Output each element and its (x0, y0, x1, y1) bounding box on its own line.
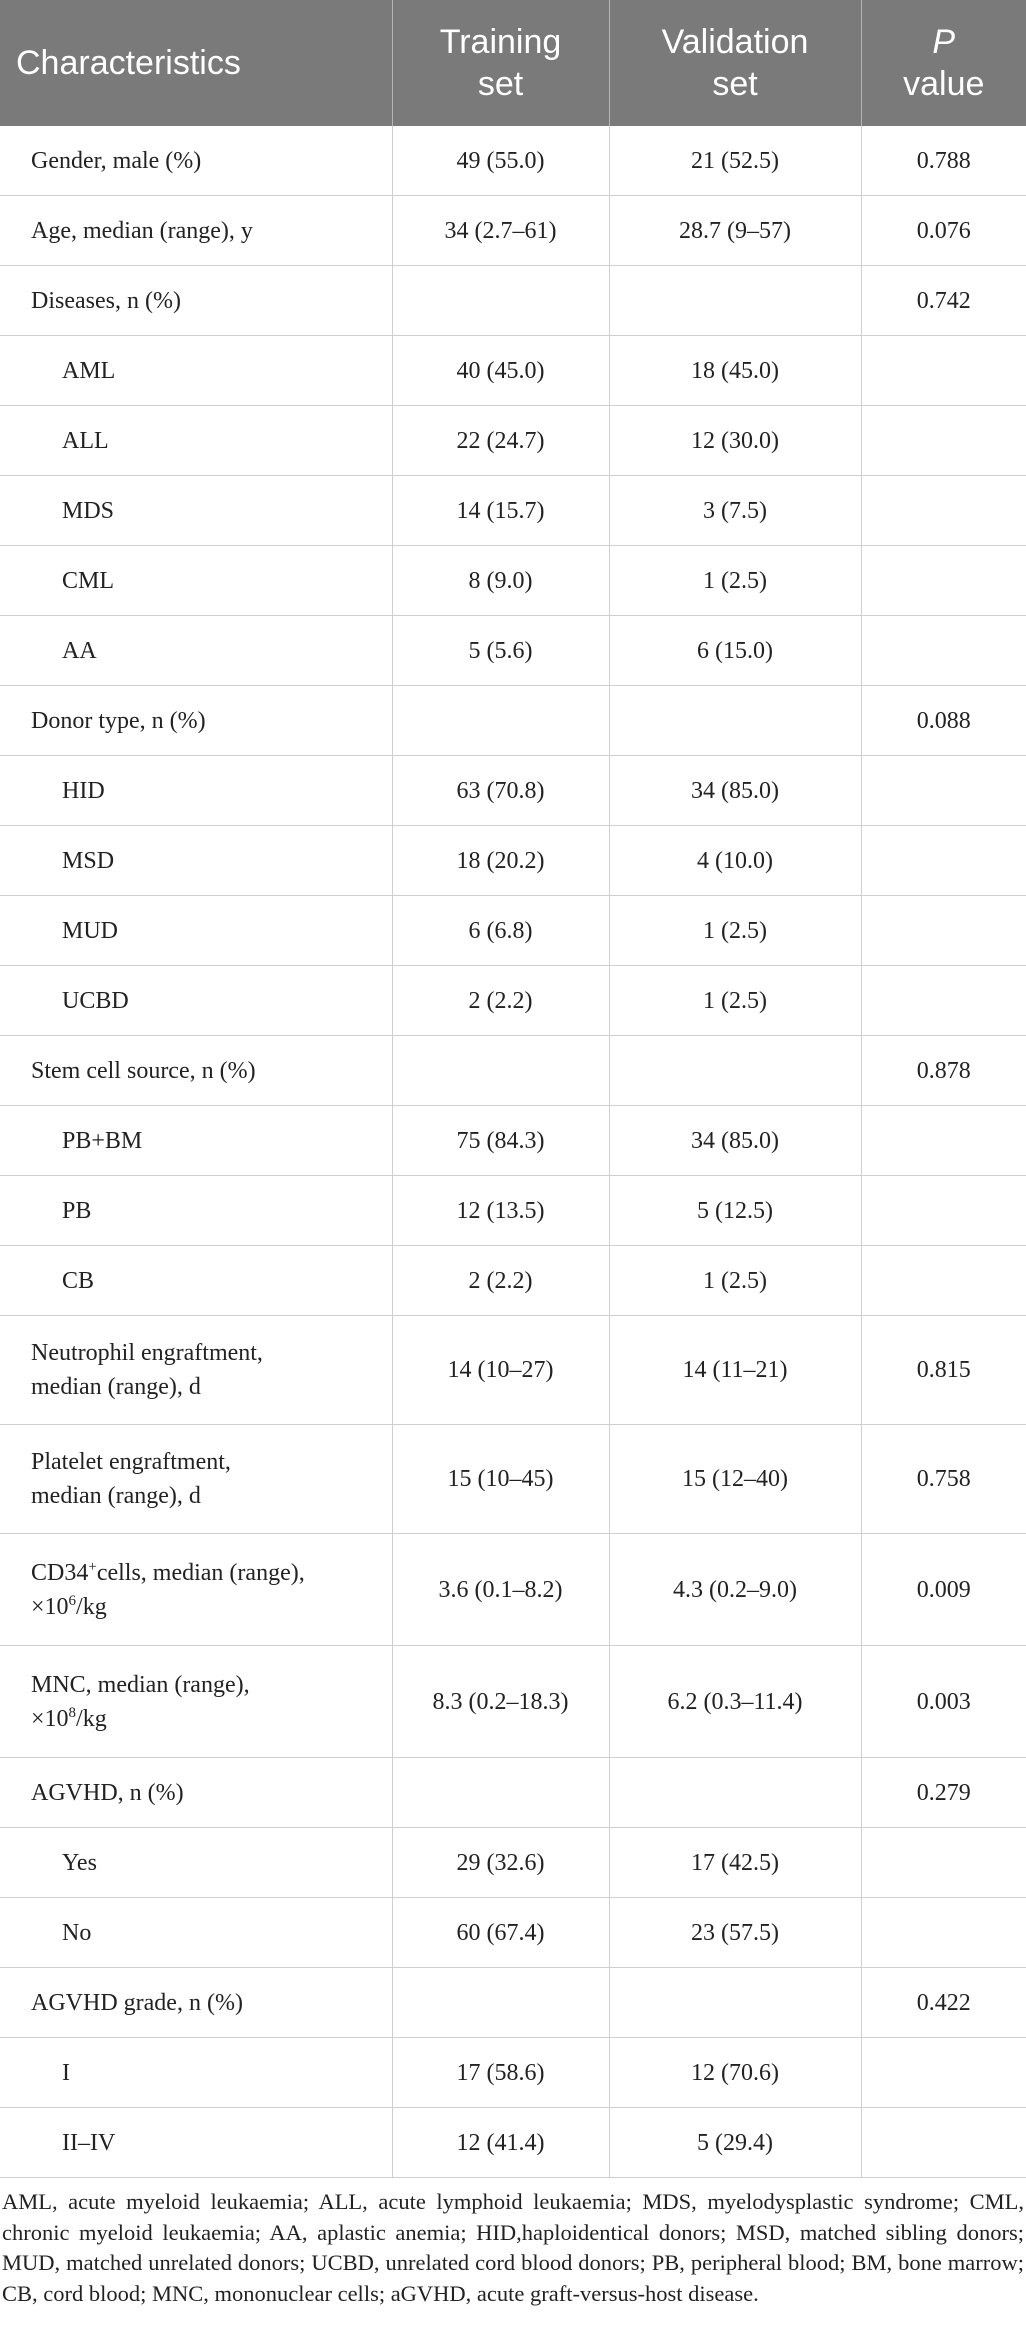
p-value: 0.088 (861, 686, 1026, 756)
row-label: AGVHD, n (%) (0, 1758, 392, 1828)
unit-text: ×10 (31, 1593, 69, 1620)
validation-value: 1 (2.5) (609, 966, 861, 1036)
p-value: 0.815 (861, 1316, 1026, 1425)
p-value (861, 406, 1026, 476)
row-label (0, 1425, 392, 1534)
row-label: CML (0, 546, 392, 616)
header-characteristics: Characteristics (0, 0, 392, 126)
row-label-line2 (31, 1702, 392, 1736)
row-label: AGVHD grade, n (%) (0, 1968, 392, 2038)
header-validation-line2: set (712, 65, 758, 103)
training-value: 18 (20.2) (392, 826, 609, 896)
validation-value (609, 1036, 861, 1106)
row-label: ALL (0, 406, 392, 476)
training-value: 14 (15.7) (392, 476, 609, 546)
table-footnote: AML, acute myeloid leukaemia; ALL, acute lymphoid leukaemia; MDS, myelodysplastic syndrome; CML, chronic myeloid leukaemia; AA, aplastic anemia; HID,haploidentical donors; MSD, matched sibling donors; MUD, matched unrelated donors; UCBD, unrelated cord blood donors; PB, peripheral blood; BM, bone marrow; CB, cord blood; MNC, mononuclear cells; aGVHD, acute graft-versus-host disease. (2, 2189, 1024, 2306)
table-row (0, 1898, 1026, 1968)
training-value: 2 (2.2) (392, 1246, 609, 1316)
p-value: 0.422 (861, 1968, 1026, 2038)
validation-value: 14 (11–21) (609, 1316, 861, 1425)
validation-value: 6 (15.0) (609, 616, 861, 686)
table-row (0, 686, 1026, 756)
p-value: 0.758 (861, 1425, 1026, 1534)
header-training-line2: set (477, 65, 524, 103)
training-value (392, 1968, 609, 2038)
table-row (0, 1758, 1026, 1828)
superscript: 8 (68, 1704, 77, 1721)
training-value: 8 (9.0) (392, 546, 609, 616)
validation-value: 18 (45.0) (609, 336, 861, 406)
header-validation-set (609, 0, 861, 126)
table-row (0, 1828, 1026, 1898)
row-label: PB+BM (0, 1106, 392, 1176)
validation-value: 1 (2.5) (609, 546, 861, 616)
training-value: 17 (58.6) (392, 2038, 609, 2108)
p-value (861, 1176, 1026, 1246)
p-value: 0.788 (861, 126, 1026, 196)
validation-value: 5 (12.5) (609, 1176, 861, 1246)
table-row (0, 1425, 1026, 1534)
row-label-line2: median (range), d (31, 1374, 201, 1400)
training-value: 22 (24.7) (392, 406, 609, 476)
validation-value: 1 (2.5) (609, 896, 861, 966)
table-row (0, 2038, 1026, 2108)
row-label-line1: Neutrophil engraftment, (31, 1340, 263, 1366)
validation-value: 23 (57.5) (609, 1898, 861, 1968)
header-validation-line1: Validation (661, 23, 809, 61)
row-label (0, 1646, 392, 1758)
table-row (0, 546, 1026, 616)
validation-value (609, 266, 861, 336)
training-value: 34 (2.7–61) (392, 196, 609, 266)
row-label: AA (0, 616, 392, 686)
row-label: UCBD (0, 966, 392, 1036)
p-value (861, 1246, 1026, 1316)
p-value (861, 1828, 1026, 1898)
header-p-line1: P (932, 23, 956, 61)
superscript: 6 (68, 1592, 77, 1609)
p-value (861, 826, 1026, 896)
table-row (0, 336, 1026, 406)
validation-value: 6.2 (0.3–11.4) (609, 1646, 861, 1758)
training-value: 29 (32.6) (392, 1828, 609, 1898)
training-value (392, 266, 609, 336)
unit-text: ×10 (31, 1705, 69, 1732)
row-label: Donor type, n (%) (0, 686, 392, 756)
p-value: 0.076 (861, 196, 1026, 266)
row-label: PB (0, 1176, 392, 1246)
validation-value: 1 (2.5) (609, 1246, 861, 1316)
p-value (861, 616, 1026, 686)
p-value: 0.742 (861, 266, 1026, 336)
unit-suffix: /kg (76, 1705, 107, 1732)
p-value (861, 476, 1026, 546)
p-value (861, 2108, 1026, 2178)
training-value: 6 (6.8) (392, 896, 609, 966)
training-value (392, 686, 609, 756)
table-row (0, 616, 1026, 686)
row-label-line1 (31, 1556, 392, 1590)
p-value: 0.279 (861, 1758, 1026, 1828)
row-label: No (0, 1898, 392, 1968)
row-label: MSD (0, 826, 392, 896)
table-row (0, 1534, 1026, 1646)
training-value: 3.6 (0.1–8.2) (392, 1534, 609, 1646)
training-value: 15 (10–45) (392, 1425, 609, 1534)
table-row (0, 896, 1026, 966)
row-label: HID (0, 756, 392, 826)
training-value: 2 (2.2) (392, 966, 609, 1036)
training-value: 49 (55.0) (392, 126, 609, 196)
table-row (0, 826, 1026, 896)
table-row (0, 2108, 1026, 2178)
p-value: 0.878 (861, 1036, 1026, 1106)
table-row (0, 1036, 1026, 1106)
row-label-line2: median (range), d (31, 1483, 201, 1509)
table-row (0, 1106, 1026, 1176)
validation-value (609, 1758, 861, 1828)
row-label: MDS (0, 476, 392, 546)
validation-value: 17 (42.5) (609, 1828, 861, 1898)
validation-value: 12 (70.6) (609, 2038, 861, 2108)
validation-value: 5 (29.4) (609, 2108, 861, 2178)
p-value (861, 896, 1026, 966)
training-value (392, 1036, 609, 1106)
p-value (861, 966, 1026, 1036)
p-value (861, 756, 1026, 826)
label-text: cells, median (range), (96, 1559, 305, 1586)
table-row (0, 266, 1026, 336)
validation-value: 28.7 (9–57) (609, 196, 861, 266)
p-value (861, 336, 1026, 406)
training-value: 14 (10–27) (392, 1316, 609, 1425)
validation-value: 12 (30.0) (609, 406, 861, 476)
training-value: 12 (41.4) (392, 2108, 609, 2178)
superscript: + (88, 1558, 97, 1575)
validation-value: 34 (85.0) (609, 1106, 861, 1176)
row-label-line1: MNC, median (range), (31, 1671, 250, 1698)
validation-value: 21 (52.5) (609, 126, 861, 196)
row-label: Age, median (range), y (0, 196, 392, 266)
validation-value (609, 1968, 861, 2038)
row-label: Gender, male (%) (0, 126, 392, 196)
table-row (0, 756, 1026, 826)
row-label-line2 (31, 1590, 392, 1624)
p-value (861, 1898, 1026, 1968)
header-p-value (861, 0, 1026, 126)
header-p-line2: value (903, 65, 985, 103)
training-value: 5 (5.6) (392, 616, 609, 686)
table-row (0, 1316, 1026, 1425)
table-row (0, 966, 1026, 1036)
header-training-set (392, 0, 609, 126)
row-label-line1: Platelet engraftment, (31, 1449, 231, 1475)
row-label (0, 1316, 392, 1425)
training-value: 60 (67.4) (392, 1898, 609, 1968)
cd34-text: CD34 (31, 1559, 89, 1586)
row-label: AML (0, 336, 392, 406)
training-value: 40 (45.0) (392, 336, 609, 406)
validation-value (609, 686, 861, 756)
row-label: Diseases, n (%) (0, 266, 392, 336)
table-row (0, 406, 1026, 476)
table-row (0, 196, 1026, 266)
row-label: MUD (0, 896, 392, 966)
p-value (861, 1106, 1026, 1176)
training-value: 12 (13.5) (392, 1176, 609, 1246)
row-label: Stem cell source, n (%) (0, 1036, 392, 1106)
unit-suffix: /kg (76, 1593, 107, 1620)
table-row (0, 1646, 1026, 1758)
p-value (861, 546, 1026, 616)
validation-value: 34 (85.0) (609, 756, 861, 826)
table-row (0, 126, 1026, 196)
header-training-line1: Training (439, 23, 562, 61)
row-label: Yes (0, 1828, 392, 1898)
header-row (0, 0, 1026, 126)
row-label: II–IV (0, 2108, 392, 2178)
table-row (0, 1176, 1026, 1246)
training-value (392, 1758, 609, 1828)
p-value: 0.009 (861, 1534, 1026, 1646)
table-row (0, 476, 1026, 546)
validation-value: 15 (12–40) (609, 1425, 861, 1534)
table-row (0, 1246, 1026, 1316)
row-label: I (0, 2038, 392, 2108)
p-value: 0.003 (861, 1646, 1026, 1758)
training-value: 63 (70.8) (392, 756, 609, 826)
row-label (0, 1534, 392, 1646)
row-label: CB (0, 1246, 392, 1316)
p-value (861, 2038, 1026, 2108)
validation-value: 4.3 (0.2–9.0) (609, 1534, 861, 1646)
training-value: 8.3 (0.2–18.3) (392, 1646, 609, 1758)
table-row (0, 1968, 1026, 2038)
validation-value: 4 (10.0) (609, 826, 861, 896)
validation-value: 3 (7.5) (609, 476, 861, 546)
training-value: 75 (84.3) (392, 1106, 609, 1176)
